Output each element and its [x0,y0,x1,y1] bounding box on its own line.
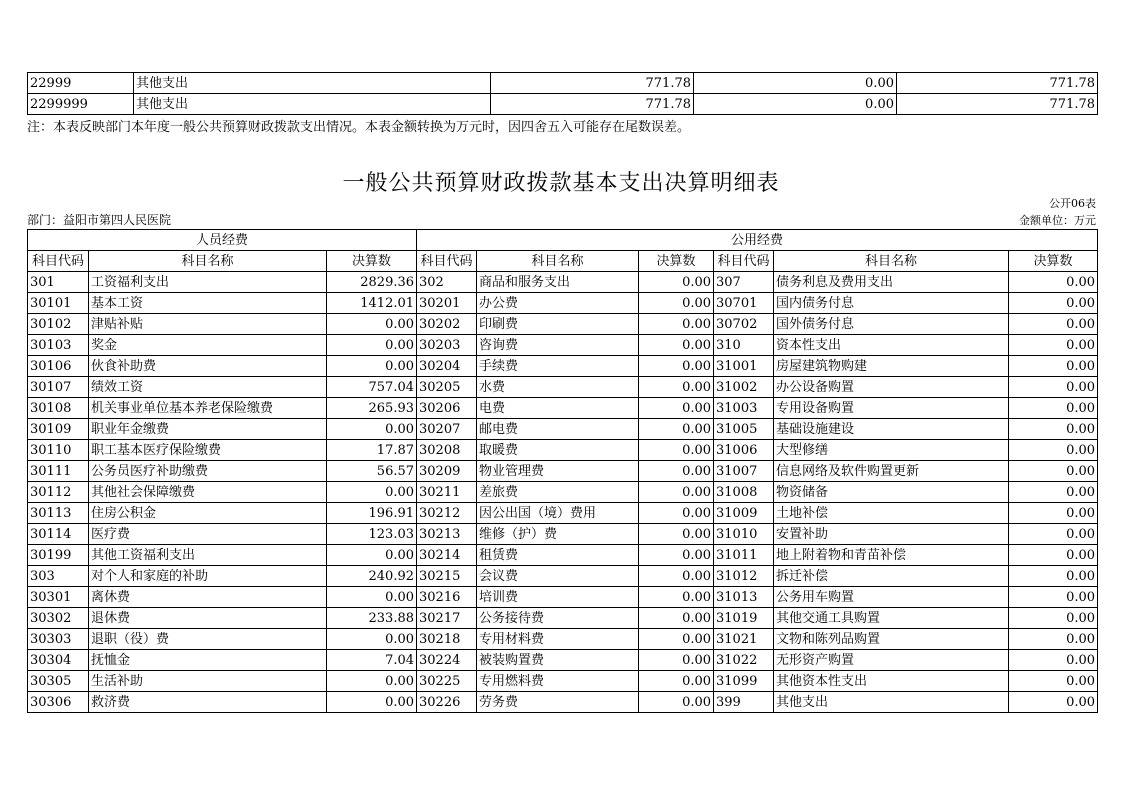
table-row [28,398,1098,419]
subject-name-cell: 专用燃料费 [477,671,639,692]
subject-code-cell: 31021 [714,629,774,650]
subject-code-cell: 30204 [417,356,477,377]
subject-code-cell: 30103 [28,335,89,356]
table-row [28,482,1098,503]
subject-name-cell: 培训费 [477,587,639,608]
subject-code-cell: 310 [714,335,774,356]
amount-cell: 0.00 [694,73,897,94]
subject-name-cell: 其他支出 [134,94,491,115]
amount-cell: 0.00 [1009,272,1098,293]
subject-name-cell: 电费 [477,398,639,419]
subject-code-cell: 302 [417,272,477,293]
subject-code-cell: 30701 [714,293,774,314]
table-row [28,461,1098,482]
subject-code-cell: 30107 [28,377,89,398]
subject-name-cell: 差旅费 [477,482,639,503]
amount-cell: 0.00 [639,608,714,629]
amount-cell: 0.00 [639,671,714,692]
subject-name-cell: 咨询费 [477,335,639,356]
subject-code-cell: 30702 [714,314,774,335]
col-code: 科目代码 [28,251,89,272]
subject-name-cell: 医疗费 [89,524,327,545]
subject-name-cell: 国内债务付息 [774,293,1009,314]
subject-name-cell: 印刷费 [477,314,639,335]
subject-name-cell: 公务用车购置 [774,587,1009,608]
subject-code-cell: 303 [28,566,89,587]
amount-cell: 0.00 [639,419,714,440]
subject-code-cell: 30111 [28,461,89,482]
amount-cell: 0.00 [327,545,417,566]
amount-cell: 240.92 [327,566,417,587]
personnel-header: 人员经费 [28,230,417,251]
table-row [28,524,1098,545]
subject-code-cell: 30201 [417,293,477,314]
amount-cell: 0.00 [639,566,714,587]
col-amount: 决算数 [327,251,417,272]
prior-table-body [28,73,1098,115]
subject-name-cell: 机关事业单位基本养老保险缴费 [89,398,327,419]
amount-cell: 0.00 [1009,419,1098,440]
amount-cell: 0.00 [327,692,417,713]
subject-code-cell: 31008 [714,482,774,503]
amount-cell: 7.04 [327,650,417,671]
subject-name-cell: 退职（役）费 [89,629,327,650]
amount-cell: 0.00 [639,692,714,713]
amount-cell: 17.87 [327,440,417,461]
subject-code-cell: 31002 [714,377,774,398]
subject-name-cell: 其他社会保障缴费 [89,482,327,503]
amount-cell: 0.00 [639,356,714,377]
subject-name-cell: 被装购置费 [477,650,639,671]
subject-name-cell: 资本性支出 [774,335,1009,356]
amount-cell: 265.93 [327,398,417,419]
subject-code-cell: 30114 [28,524,89,545]
table-row [28,73,1098,94]
subject-code-cell: 2299999 [28,94,134,115]
subject-code-cell: 30113 [28,503,89,524]
subject-name-cell: 手续费 [477,356,639,377]
amount-cell: 0.00 [639,398,714,419]
amount-cell: 757.04 [327,377,417,398]
subject-code-cell: 30302 [28,608,89,629]
amount-cell: 0.00 [639,461,714,482]
amount-cell: 0.00 [327,482,417,503]
subject-code-cell: 30202 [417,314,477,335]
amount-cell: 0.00 [1009,692,1098,713]
subject-code-cell: 31012 [714,566,774,587]
group-header-row [28,230,1098,251]
subject-code-cell: 31010 [714,524,774,545]
subject-name-cell: 安置补助 [774,524,1009,545]
amount-cell: 0.00 [1009,503,1098,524]
col-amount: 决算数 [639,251,714,272]
subject-name-cell: 退休费 [89,608,327,629]
subject-code-cell: 30304 [28,650,89,671]
amount-cell: 771.78 [491,94,694,115]
subject-name-cell: 邮电费 [477,419,639,440]
col-code: 科目代码 [714,251,774,272]
amount-cell: 0.00 [639,272,714,293]
col-amount: 决算数 [1009,251,1098,272]
subject-code-cell: 30203 [417,335,477,356]
subject-code-cell: 30102 [28,314,89,335]
department-label: 部门：益阳市第四人民医院 [27,213,172,227]
table-row [28,692,1098,713]
subject-name-cell: 职工基本医疗保险缴费 [89,440,327,461]
amount-cell: 0.00 [1009,293,1098,314]
col-name: 科目名称 [477,251,639,272]
subject-name-cell: 办公设备购置 [774,377,1009,398]
amount-cell: 0.00 [639,524,714,545]
subject-code-cell: 31009 [714,503,774,524]
amount-cell: 0.00 [1009,482,1098,503]
detail-table-body [28,272,1098,713]
table-row [28,272,1098,293]
amount-cell: 0.00 [1009,629,1098,650]
subject-name-cell: 津贴补贴 [89,314,327,335]
subject-code-cell: 30212 [417,503,477,524]
subject-code-cell: 30101 [28,293,89,314]
subject-name-cell: 大型修缮 [774,440,1009,461]
subject-name-cell: 无形资产购置 [774,650,1009,671]
table-row [28,377,1098,398]
table-row [28,566,1098,587]
amount-cell: 771.78 [491,73,694,94]
column-header-row [28,251,1098,272]
table-row [28,587,1098,608]
subject-name-cell: 工资福利支出 [89,272,327,293]
subject-code-cell: 30226 [417,692,477,713]
amount-cell: 0.00 [639,629,714,650]
amount-cell: 0.00 [639,335,714,356]
amount-cell: 0.00 [1009,545,1098,566]
amount-cell: 0.00 [639,650,714,671]
amount-cell: 771.78 [897,94,1098,115]
subject-code-cell: 30301 [28,587,89,608]
amount-cell: 0.00 [639,482,714,503]
subject-code-cell: 30217 [417,608,477,629]
subject-code-cell: 31099 [714,671,774,692]
subject-name-cell: 其他工资福利支出 [89,545,327,566]
amount-cell: 233.88 [327,608,417,629]
amount-cell: 0.00 [639,377,714,398]
subject-name-cell: 地上附着物和青苗补偿 [774,545,1009,566]
subject-name-cell: 维修（护）费 [477,524,639,545]
amount-cell: 0.00 [327,314,417,335]
amount-cell: 0.00 [1009,524,1098,545]
subject-name-cell: 救济费 [89,692,327,713]
subject-code-cell: 30209 [417,461,477,482]
table-row [28,335,1098,356]
subject-name-cell: 专用材料费 [477,629,639,650]
subject-name-cell: 会议费 [477,566,639,587]
amount-cell: 0.00 [639,587,714,608]
col-name: 科目名称 [89,251,327,272]
amount-cell: 0.00 [1009,314,1098,335]
subject-code-cell: 30215 [417,566,477,587]
amount-cell: 0.00 [639,314,714,335]
subject-code-cell: 31011 [714,545,774,566]
subject-code-cell: 30207 [417,419,477,440]
subject-name-cell: 职业年金缴费 [89,419,327,440]
subject-code-cell: 30205 [417,377,477,398]
subject-code-cell: 30214 [417,545,477,566]
subject-code-cell: 30216 [417,587,477,608]
subject-code-cell: 30306 [28,692,89,713]
subject-code-cell: 31003 [714,398,774,419]
table-row [28,629,1098,650]
subject-code-cell: 22999 [28,73,134,94]
subject-code-cell: 31019 [714,608,774,629]
amount-cell: 0.00 [694,94,897,115]
subject-name-cell: 拆迁补偿 [774,566,1009,587]
prior-table [27,72,1098,115]
table-row [28,419,1098,440]
amount-unit-label: 金额单位：万元 [1019,214,1096,227]
subject-code-cell: 30108 [28,398,89,419]
table-row [28,94,1098,115]
amount-cell: 0.00 [639,440,714,461]
subject-name-cell: 基础设施建设 [774,419,1009,440]
amount-cell: 0.00 [1009,398,1098,419]
amount-cell: 0.00 [1009,587,1098,608]
subject-name-cell: 土地补偿 [774,503,1009,524]
amount-cell: 0.00 [1009,671,1098,692]
amount-cell: 0.00 [327,335,417,356]
subject-name-cell: 其他交通工具购置 [774,608,1009,629]
subject-code-cell: 307 [714,272,774,293]
table-row [28,671,1098,692]
subject-name-cell: 物资储备 [774,482,1009,503]
subject-name-cell: 其他支出 [134,73,491,94]
subject-code-cell: 301 [28,272,89,293]
table-row [28,503,1098,524]
subject-name-cell: 专用设备购置 [774,398,1009,419]
subject-name-cell: 房屋建筑物购建 [774,356,1009,377]
subject-name-cell: 国外债务付息 [774,314,1009,335]
amount-cell: 0.00 [1009,461,1098,482]
subject-name-cell: 基本工资 [89,293,327,314]
subject-name-cell: 劳务费 [477,692,639,713]
subject-name-cell: 公务员医疗补助缴费 [89,461,327,482]
subject-name-cell: 奖金 [89,335,327,356]
subject-name-cell: 离休费 [89,587,327,608]
subject-code-cell: 30110 [28,440,89,461]
subject-name-cell: 绩效工资 [89,377,327,398]
amount-cell: 771.78 [897,73,1098,94]
subject-name-cell: 抚恤金 [89,650,327,671]
amount-cell: 0.00 [327,356,417,377]
amount-cell: 0.00 [1009,356,1098,377]
subject-name-cell: 其他支出 [774,692,1009,713]
subject-name-cell: 信息网络及软件购置更新 [774,461,1009,482]
subject-code-cell: 31013 [714,587,774,608]
subject-name-cell: 水费 [477,377,639,398]
amount-cell: 0.00 [639,545,714,566]
amount-cell: 0.00 [1009,608,1098,629]
form-code: 公开06表 [1049,197,1096,210]
amount-cell: 0.00 [639,503,714,524]
table-row [28,440,1098,461]
amount-cell: 2829.36 [327,272,417,293]
table-row [28,356,1098,377]
amount-cell: 0.00 [327,587,417,608]
subject-code-cell: 31022 [714,650,774,671]
subject-name-cell: 住房公积金 [89,503,327,524]
subject-name-cell: 公务接待费 [477,608,639,629]
amount-cell: 0.00 [1009,650,1098,671]
subject-code-cell: 30303 [28,629,89,650]
subject-name-cell: 其他资本性支出 [774,671,1009,692]
subject-code-cell: 399 [714,692,774,713]
subject-name-cell: 物业管理费 [477,461,639,482]
amount-cell: 56.57 [327,461,417,482]
table-row [28,650,1098,671]
detail-table [27,229,1098,713]
amount-cell: 0.00 [1009,440,1098,461]
public-header: 公用经费 [417,230,1098,251]
subject-name-cell: 生活补助 [89,671,327,692]
subject-code-cell: 30206 [417,398,477,419]
amount-cell: 0.00 [327,671,417,692]
table-row [28,608,1098,629]
subject-code-cell: 30106 [28,356,89,377]
subject-name-cell: 取暖费 [477,440,639,461]
subject-code-cell: 30112 [28,482,89,503]
amount-cell: 0.00 [327,629,417,650]
subject-code-cell: 30305 [28,671,89,692]
subject-name-cell: 对个人和家庭的补助 [89,566,327,587]
table-row [28,545,1098,566]
col-name: 科目名称 [774,251,1009,272]
subject-name-cell: 办公费 [477,293,639,314]
subject-code-cell: 30109 [28,419,89,440]
subject-code-cell: 30211 [417,482,477,503]
subject-code-cell: 31005 [714,419,774,440]
subject-code-cell: 31006 [714,440,774,461]
amount-cell: 0.00 [1009,335,1098,356]
subject-code-cell: 31001 [714,356,774,377]
subject-name-cell: 债务利息及费用支出 [774,272,1009,293]
subject-code-cell: 30224 [417,650,477,671]
subject-code-cell: 30213 [417,524,477,545]
table-note: 注：本表反映部门本年度一般公共预算财政拨款支出情况。本表金额转换为万元时，因四舍五入可能存在尾数误差。 [27,120,691,135]
amount-cell: 0.00 [1009,566,1098,587]
table-row [28,314,1098,335]
amount-cell: 0.00 [639,293,714,314]
subject-code-cell: 31007 [714,461,774,482]
subject-code-cell: 30225 [417,671,477,692]
subject-code-cell: 30208 [417,440,477,461]
page-title: 一般公共预算财政拨款基本支出决算明细表 [342,171,780,196]
subject-code-cell: 30199 [28,545,89,566]
amount-cell: 0.00 [1009,377,1098,398]
subject-name-cell: 租赁费 [477,545,639,566]
table-row [28,293,1098,314]
amount-cell: 196.91 [327,503,417,524]
subject-code-cell: 30218 [417,629,477,650]
col-code: 科目代码 [417,251,477,272]
subject-name-cell: 文物和陈列品购置 [774,629,1009,650]
subject-name-cell: 因公出国（境）费用 [477,503,639,524]
amount-cell: 0.00 [327,419,417,440]
amount-cell: 123.03 [327,524,417,545]
amount-cell: 1412.01 [327,293,417,314]
subject-name-cell: 商品和服务支出 [477,272,639,293]
subject-name-cell: 伙食补助费 [89,356,327,377]
